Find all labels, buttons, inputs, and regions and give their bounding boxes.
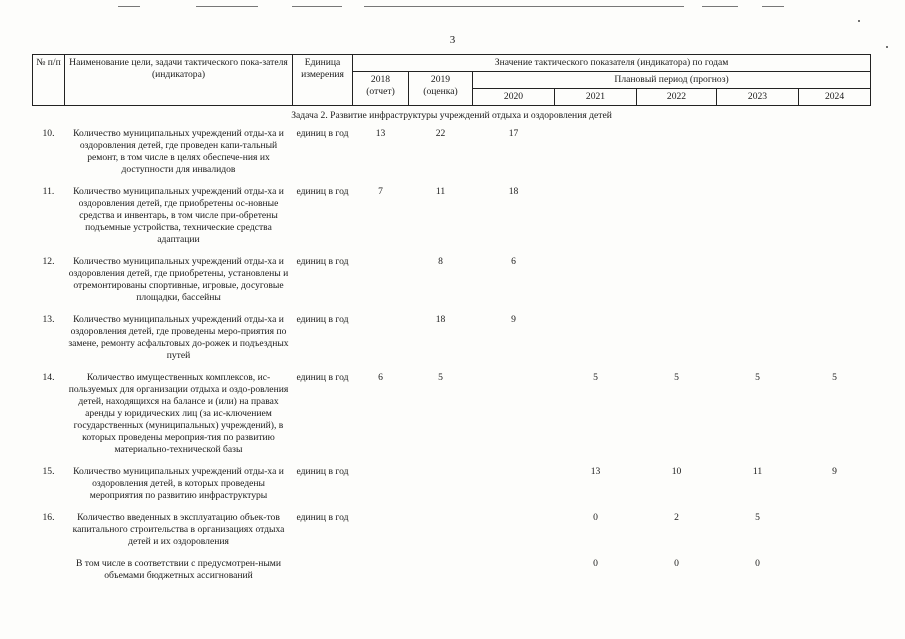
value-2021: 13 <box>590 466 601 477</box>
scan-artifact-line <box>702 6 738 7</box>
row-name: Количество муниципальных учреждений отды-ха и оздоровления детей, где приобретены, установлены и отремонтированы спортивные, игровые, досуговые площадки, бассейны <box>68 256 289 303</box>
header-planned-period: Плановый период (прогноз) <box>473 72 871 89</box>
row-name: Количество муниципальных учреждений отды-ха и оздоровления детей, где приобретены ос-новные средства и инвентарь, в том числе при-обретены подъемные устройства, технические средства адаптации <box>73 186 284 245</box>
value-2022 <box>637 314 717 372</box>
scan-artifact-line <box>118 6 140 7</box>
value-2018: 6 <box>378 372 383 383</box>
row-number: 12. <box>42 256 55 267</box>
value-2021 <box>555 186 637 256</box>
value-2020: 9 <box>511 314 516 325</box>
value-2022: 5 <box>674 372 679 383</box>
header-year-2021: 2021 <box>555 89 637 106</box>
header-year-2022: 2022 <box>637 89 717 106</box>
row-number: 10. <box>42 128 55 139</box>
header-unit: Единица измерения <box>293 55 353 106</box>
value-2023: 11 <box>752 466 763 477</box>
scan-speck <box>886 46 888 48</box>
value-2022 <box>637 256 717 314</box>
value-2023: 0 <box>755 558 760 569</box>
row-name: Количество введенных в эксплуатацию объек-тов капитального строительства в организациях отдыха детей и их оздоровления <box>72 512 285 547</box>
value-2023 <box>717 128 799 186</box>
value-2021: 5 <box>593 372 598 383</box>
header-year-2018-label: 2018 <box>370 74 391 85</box>
scan-speck <box>858 20 860 22</box>
table-row <box>33 256 871 314</box>
value-2021: 0 <box>593 558 598 569</box>
value-2022: 2 <box>674 512 679 523</box>
value-2020 <box>473 558 555 592</box>
value-2024 <box>799 128 871 186</box>
row-unit: единиц в год <box>296 186 349 197</box>
value-2019 <box>409 558 473 592</box>
value-2022: 0 <box>674 558 679 569</box>
value-2023: 5 <box>755 372 760 383</box>
value-2019: 5 <box>438 372 443 383</box>
row-number: 11. <box>42 186 55 197</box>
value-2023 <box>717 256 799 314</box>
row-unit: единиц в год <box>296 256 349 267</box>
value-2018 <box>353 512 409 558</box>
value-2019 <box>409 466 473 512</box>
row-number: 15. <box>42 466 55 477</box>
value-2018 <box>353 558 409 592</box>
value-2020: 6 <box>511 256 516 267</box>
row-name: Количество муниципальных учреждений отды-ха и оздоровления детей, где проведен капи-тальный ремонт, в том числе в целях обеспече-ния их доступности для инвалидов <box>73 128 284 175</box>
value-2023 <box>717 314 799 372</box>
value-2024 <box>799 558 871 592</box>
header-name: Наименование цели, задачи тактического пока-зателя (индикатора) <box>65 55 293 106</box>
value-2024: 5 <box>832 372 837 383</box>
row-name: В том числе в соответствии с предусмотрен-ными объемами бюджетных ассигнований <box>75 558 282 581</box>
scan-artifact-line <box>364 6 684 7</box>
row-number <box>33 558 65 592</box>
value-2021 <box>555 314 637 372</box>
value-2018 <box>353 466 409 512</box>
value-2024 <box>799 314 871 372</box>
row-unit: единиц в год <box>296 512 349 523</box>
header-year-2018-note: (отчет) <box>366 86 395 97</box>
table-row <box>33 512 871 558</box>
row-number: 14. <box>42 372 55 383</box>
row-unit: единиц в год <box>296 314 349 325</box>
value-2020 <box>473 466 555 512</box>
value-2018: 13 <box>375 128 386 139</box>
task-title: Задача 2. Развитие инфраструктуры учреждений отдыха и оздоровления детей <box>291 110 612 121</box>
row-name: Количество муниципальных учреждений отды-ха и оздоровления детей, где проведены меро-приятия по замене, ремонту асфальтовых до-рожек и подъездных путей <box>68 314 289 361</box>
value-2020 <box>473 512 555 558</box>
header-values: Значение тактического показателя (индикатора) по годам <box>353 55 871 72</box>
value-2019: 11 <box>435 186 446 197</box>
table-row <box>33 558 871 592</box>
value-2022 <box>637 186 717 256</box>
row-unit: единиц в год <box>296 466 349 477</box>
row-unit: единиц в год <box>296 372 349 383</box>
page-number: 3 <box>449 34 456 46</box>
value-2019 <box>409 512 473 558</box>
scan-artifact-line <box>762 6 784 7</box>
value-2018 <box>353 314 409 372</box>
value-2023: 5 <box>755 512 760 523</box>
scan-artifact-line <box>292 6 342 7</box>
header-year-2019-label: 2019 <box>430 74 451 85</box>
row-number: 16. <box>42 512 55 523</box>
row-unit <box>293 558 353 592</box>
header-year-2019-note: (оценка) <box>423 86 458 97</box>
header-year-2023: 2023 <box>717 89 799 106</box>
table-row <box>33 128 871 186</box>
table-row <box>33 466 871 512</box>
value-2023 <box>717 186 799 256</box>
value-2018 <box>353 256 409 314</box>
table-row <box>33 186 871 256</box>
table-row <box>33 314 871 372</box>
value-2019: 22 <box>435 128 446 139</box>
value-2022: 10 <box>671 466 682 477</box>
header-year-2024: 2024 <box>799 89 871 106</box>
header-num: № п/п <box>33 55 65 106</box>
value-2019: 18 <box>435 314 446 325</box>
value-2024 <box>799 512 871 558</box>
value-2021 <box>555 256 637 314</box>
header-year-2019 <box>409 72 473 106</box>
header-year-2020: 2020 <box>473 89 555 106</box>
header-year-2018 <box>353 72 409 106</box>
indicators-table <box>32 54 871 592</box>
value-2022 <box>637 128 717 186</box>
row-name: Количество имущественных комплексов, ис-пользуемых для организации отдыха и оздо-ровления детей, находящихся на балансе и (или) на правах аренды у юридических лиц (за ис-ключением государственных (муниципальных) учреждений), в которых проведены мероприя-тия по развитию материально-технической базы <box>68 372 289 455</box>
value-2021 <box>555 128 637 186</box>
value-2020: 18 <box>508 186 519 197</box>
scan-artifact-line <box>196 6 258 7</box>
row-number: 13. <box>42 314 55 325</box>
value-2018: 7 <box>378 186 383 197</box>
table-row <box>33 372 871 466</box>
value-2021: 0 <box>593 512 598 523</box>
task-row <box>33 106 871 129</box>
value-2024 <box>799 186 871 256</box>
value-2019: 8 <box>438 256 443 267</box>
value-2020: 17 <box>508 128 519 139</box>
row-name: Количество муниципальных учреждений отды-ха и оздоровления детей, в которых проведены мероприятия по развитию инфраструктуры <box>73 466 284 501</box>
value-2024: 9 <box>832 466 837 477</box>
value-2024 <box>799 256 871 314</box>
row-unit: единиц в год <box>296 128 349 139</box>
value-2020 <box>473 372 555 466</box>
